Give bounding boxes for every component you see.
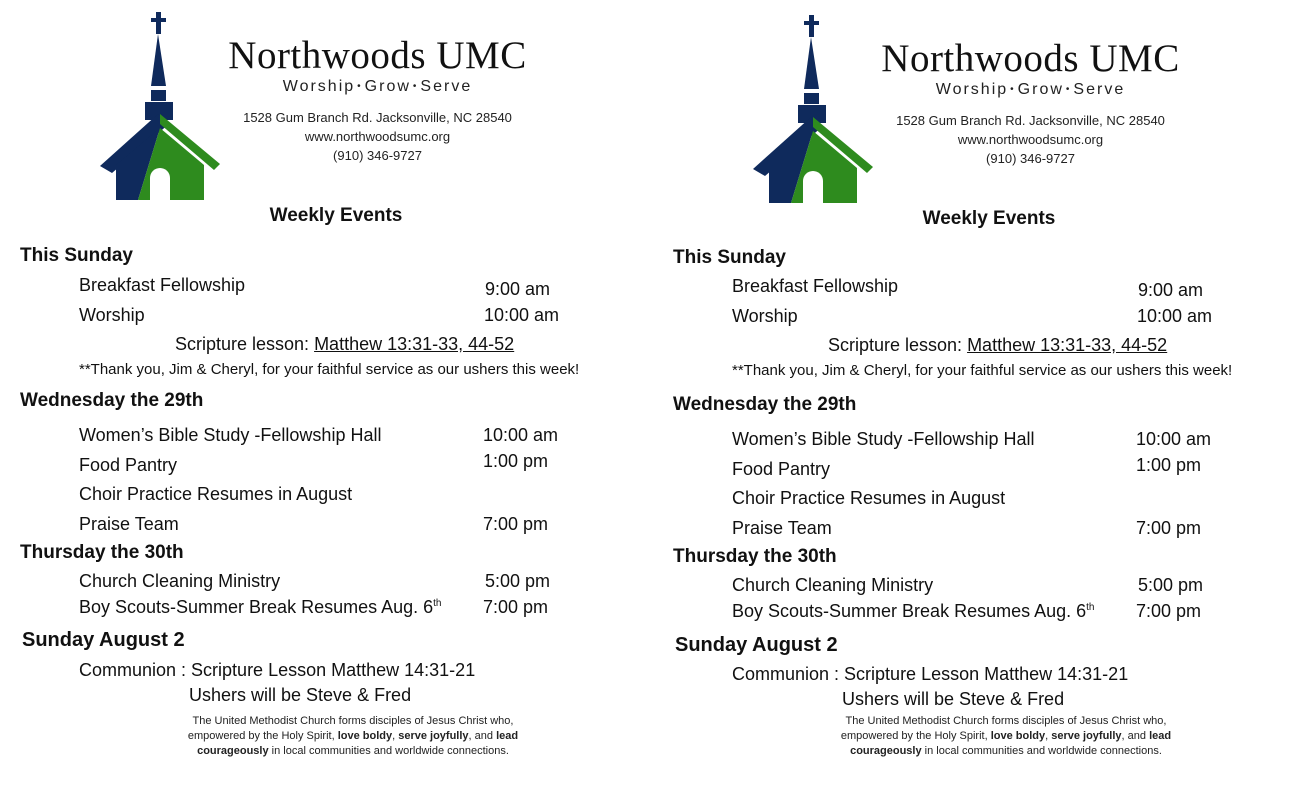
event-name: Church Cleaning Ministry bbox=[732, 575, 934, 595]
address: 1528 Gum Branch Rd. Jacksonville, NC 28540 bbox=[243, 110, 512, 125]
event-name: Food Pantry bbox=[79, 455, 178, 475]
event-name: Boy Scouts-Summer Break Resumes Aug. 6th bbox=[732, 601, 1095, 621]
ushers-line: Ushers will be Steve & Fred bbox=[189, 685, 412, 705]
tagline: Worship • Grow • Serve bbox=[282, 78, 473, 95]
event-time: 7:00 pm bbox=[483, 514, 549, 534]
weekly-events-title: Weekly Events bbox=[922, 208, 1056, 229]
event-time: 9:00 am bbox=[485, 279, 551, 299]
event-name: Food Pantry bbox=[732, 459, 831, 479]
event-name: Praise Team bbox=[79, 514, 179, 534]
wednesday-heading: Wednesday the 29th bbox=[673, 394, 857, 415]
event-name: Boy Scouts-Summer Break Resumes Aug. 6th bbox=[79, 597, 442, 617]
weekly-events-title: Weekly Events bbox=[269, 205, 403, 226]
event-name: Church Cleaning Ministry bbox=[79, 571, 281, 591]
wednesday-heading: Wednesday the 29th bbox=[20, 390, 204, 411]
event-name: Women’s Bible Study -Fellowship Hall bbox=[79, 425, 382, 445]
event-time: 10:00 am bbox=[1136, 429, 1212, 449]
event-time: 10:00 am bbox=[483, 425, 559, 445]
event-name: Worship bbox=[79, 305, 145, 325]
mission-statement: The United Methodist Church forms disciples of Jesus Christ who, empowered by the Holy Spirit, love boldy, serve joyfully, and lead courageously in local communities and worldwide connections. bbox=[187, 715, 519, 757]
phone: (910) 346-9727 bbox=[986, 151, 1075, 166]
this-sunday-heading: This Sunday bbox=[673, 247, 786, 268]
scripture-reference: Matthew 13:31-33, 44-52 bbox=[967, 335, 1168, 355]
event-time: 10:00 am bbox=[484, 305, 560, 325]
bulletin-left bbox=[0, 0, 646, 784]
event-name: Worship bbox=[732, 306, 798, 326]
scripture-lesson: Scripture lesson: Matthew 13:31-33, 44-52 bbox=[175, 334, 515, 354]
address: 1528 Gum Branch Rd. Jacksonville, NC 28540 bbox=[896, 113, 1165, 128]
sunday-aug-2-heading: Sunday August 2 bbox=[22, 629, 185, 651]
ushers-thanks: **Thank you, Jim & Cheryl, for your faithful service as our ushers this week! bbox=[79, 361, 580, 378]
event-name: Women’s Bible Study -Fellowship Hall bbox=[732, 429, 1035, 449]
event-time: 5:00 pm bbox=[1138, 575, 1204, 595]
thursday-heading: Thursday the 30th bbox=[20, 542, 184, 563]
event-time: 9:00 am bbox=[1138, 280, 1204, 300]
bulletin-right bbox=[653, 3, 1292, 787]
event-time: 5:00 pm bbox=[485, 571, 551, 591]
event-name: Choir Practice Resumes in August bbox=[732, 488, 1006, 508]
website: www.northwoodsumc.org bbox=[304, 129, 451, 144]
phone: (910) 346-9727 bbox=[333, 148, 422, 163]
communion-line: Communion : Scripture Lesson Matthew 14:31-21 bbox=[732, 664, 1129, 684]
ushers-line: Ushers will be Steve & Fred bbox=[842, 689, 1065, 709]
website: www.northwoodsumc.org bbox=[957, 132, 1104, 147]
thursday-heading: Thursday the 30th bbox=[673, 546, 837, 567]
church-name: Northwoods UMC bbox=[881, 37, 1180, 80]
event-name: Breakfast Fellowship bbox=[79, 275, 246, 295]
event-time: 1:00 pm bbox=[1136, 455, 1202, 475]
church-steeple-logo bbox=[100, 10, 222, 202]
scripture-reference: Matthew 13:31-33, 44-52 bbox=[314, 334, 515, 354]
this-sunday-heading: This Sunday bbox=[20, 245, 133, 266]
ushers-thanks: **Thank you, Jim & Cheryl, for your faithful service as our ushers this week! bbox=[732, 362, 1233, 379]
communion-line: Communion : Scripture Lesson Matthew 14:31-21 bbox=[79, 660, 476, 680]
church-name: Northwoods UMC bbox=[228, 34, 527, 77]
event-name: Praise Team bbox=[732, 518, 832, 538]
event-name: Choir Practice Resumes in August bbox=[79, 484, 353, 504]
event-time: 1:00 pm bbox=[483, 451, 549, 471]
sunday-aug-2-heading: Sunday August 2 bbox=[675, 634, 838, 656]
event-time: 7:00 pm bbox=[1136, 518, 1202, 538]
scripture-lesson: Scripture lesson: Matthew 13:31-33, 44-52 bbox=[828, 335, 1168, 355]
event-name: Breakfast Fellowship bbox=[732, 276, 899, 296]
event-time: 7:00 pm bbox=[1136, 601, 1202, 621]
event-time: 10:00 am bbox=[1137, 306, 1213, 326]
event-time: 7:00 pm bbox=[483, 597, 549, 617]
church-steeple-logo bbox=[753, 13, 875, 205]
tagline: Worship • Grow • Serve bbox=[935, 81, 1126, 98]
mission-statement: The United Methodist Church forms disciples of Jesus Christ who, empowered by the Holy Spirit, love boldy, serve joyfully, and lead courageously in local communities and worldwide connections. bbox=[840, 715, 1172, 757]
